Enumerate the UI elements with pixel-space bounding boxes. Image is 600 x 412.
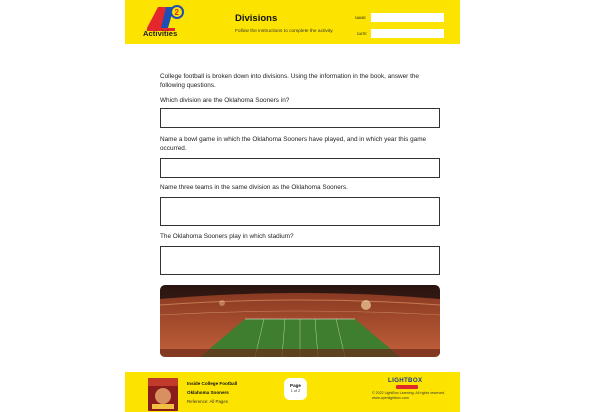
answer-box-4[interactable]	[160, 246, 440, 275]
answer-box-3[interactable]	[160, 197, 440, 226]
page-title: Divisions	[235, 13, 278, 24]
stadium-photo	[160, 285, 440, 357]
copyright-block	[372, 391, 445, 401]
lightbox-wordmark: LIGHTBOX	[388, 377, 423, 384]
header-bar	[125, 0, 460, 44]
answer-box-1[interactable]	[160, 108, 440, 128]
instructions-text: College football is broken down into divisions. Using the information in the book, answer the following questions.	[160, 73, 419, 89]
question-3: Name three teams in the same division as the Oklahoma Sooners.	[160, 184, 348, 191]
activities-label: Activities	[143, 29, 178, 38]
page-label: Page	[290, 383, 301, 388]
question-1: Which division are the Oklahoma Sooners in?	[160, 97, 290, 104]
page-indicator	[284, 378, 307, 400]
copyright-text: © 2022 LightBox Learning. All rights reserved.	[372, 391, 446, 395]
lightbox-badge-icon	[396, 385, 418, 389]
worksheet-page	[125, 0, 460, 412]
svg-text:2: 2	[174, 8, 179, 17]
website-link[interactable]: www.openlightbox.com	[372, 396, 409, 401]
question-4: The Oklahoma Sooners play in which stadium?	[160, 233, 294, 240]
book-cover-icon	[148, 378, 178, 411]
page-number: 1 of 2	[290, 389, 301, 393]
reference-text: Reference: All Pages	[187, 399, 229, 404]
question-2: Name a bowl game in which the Oklahoma Sooners have played, and in which year this game occurred.	[160, 136, 427, 152]
book-title: Inside College Football	[187, 381, 238, 386]
date-label: DATE	[357, 32, 367, 36]
name-field[interactable]	[371, 13, 444, 22]
book-subtitle: Oklahoma Sooners	[187, 390, 229, 395]
page-subtitle: Follow the instructions to complete the activity.	[235, 29, 334, 34]
answer-box-2[interactable]	[160, 158, 440, 178]
lightbox-logo	[388, 377, 422, 389]
date-field[interactable]	[371, 29, 444, 38]
name-label: NAME	[355, 16, 366, 20]
